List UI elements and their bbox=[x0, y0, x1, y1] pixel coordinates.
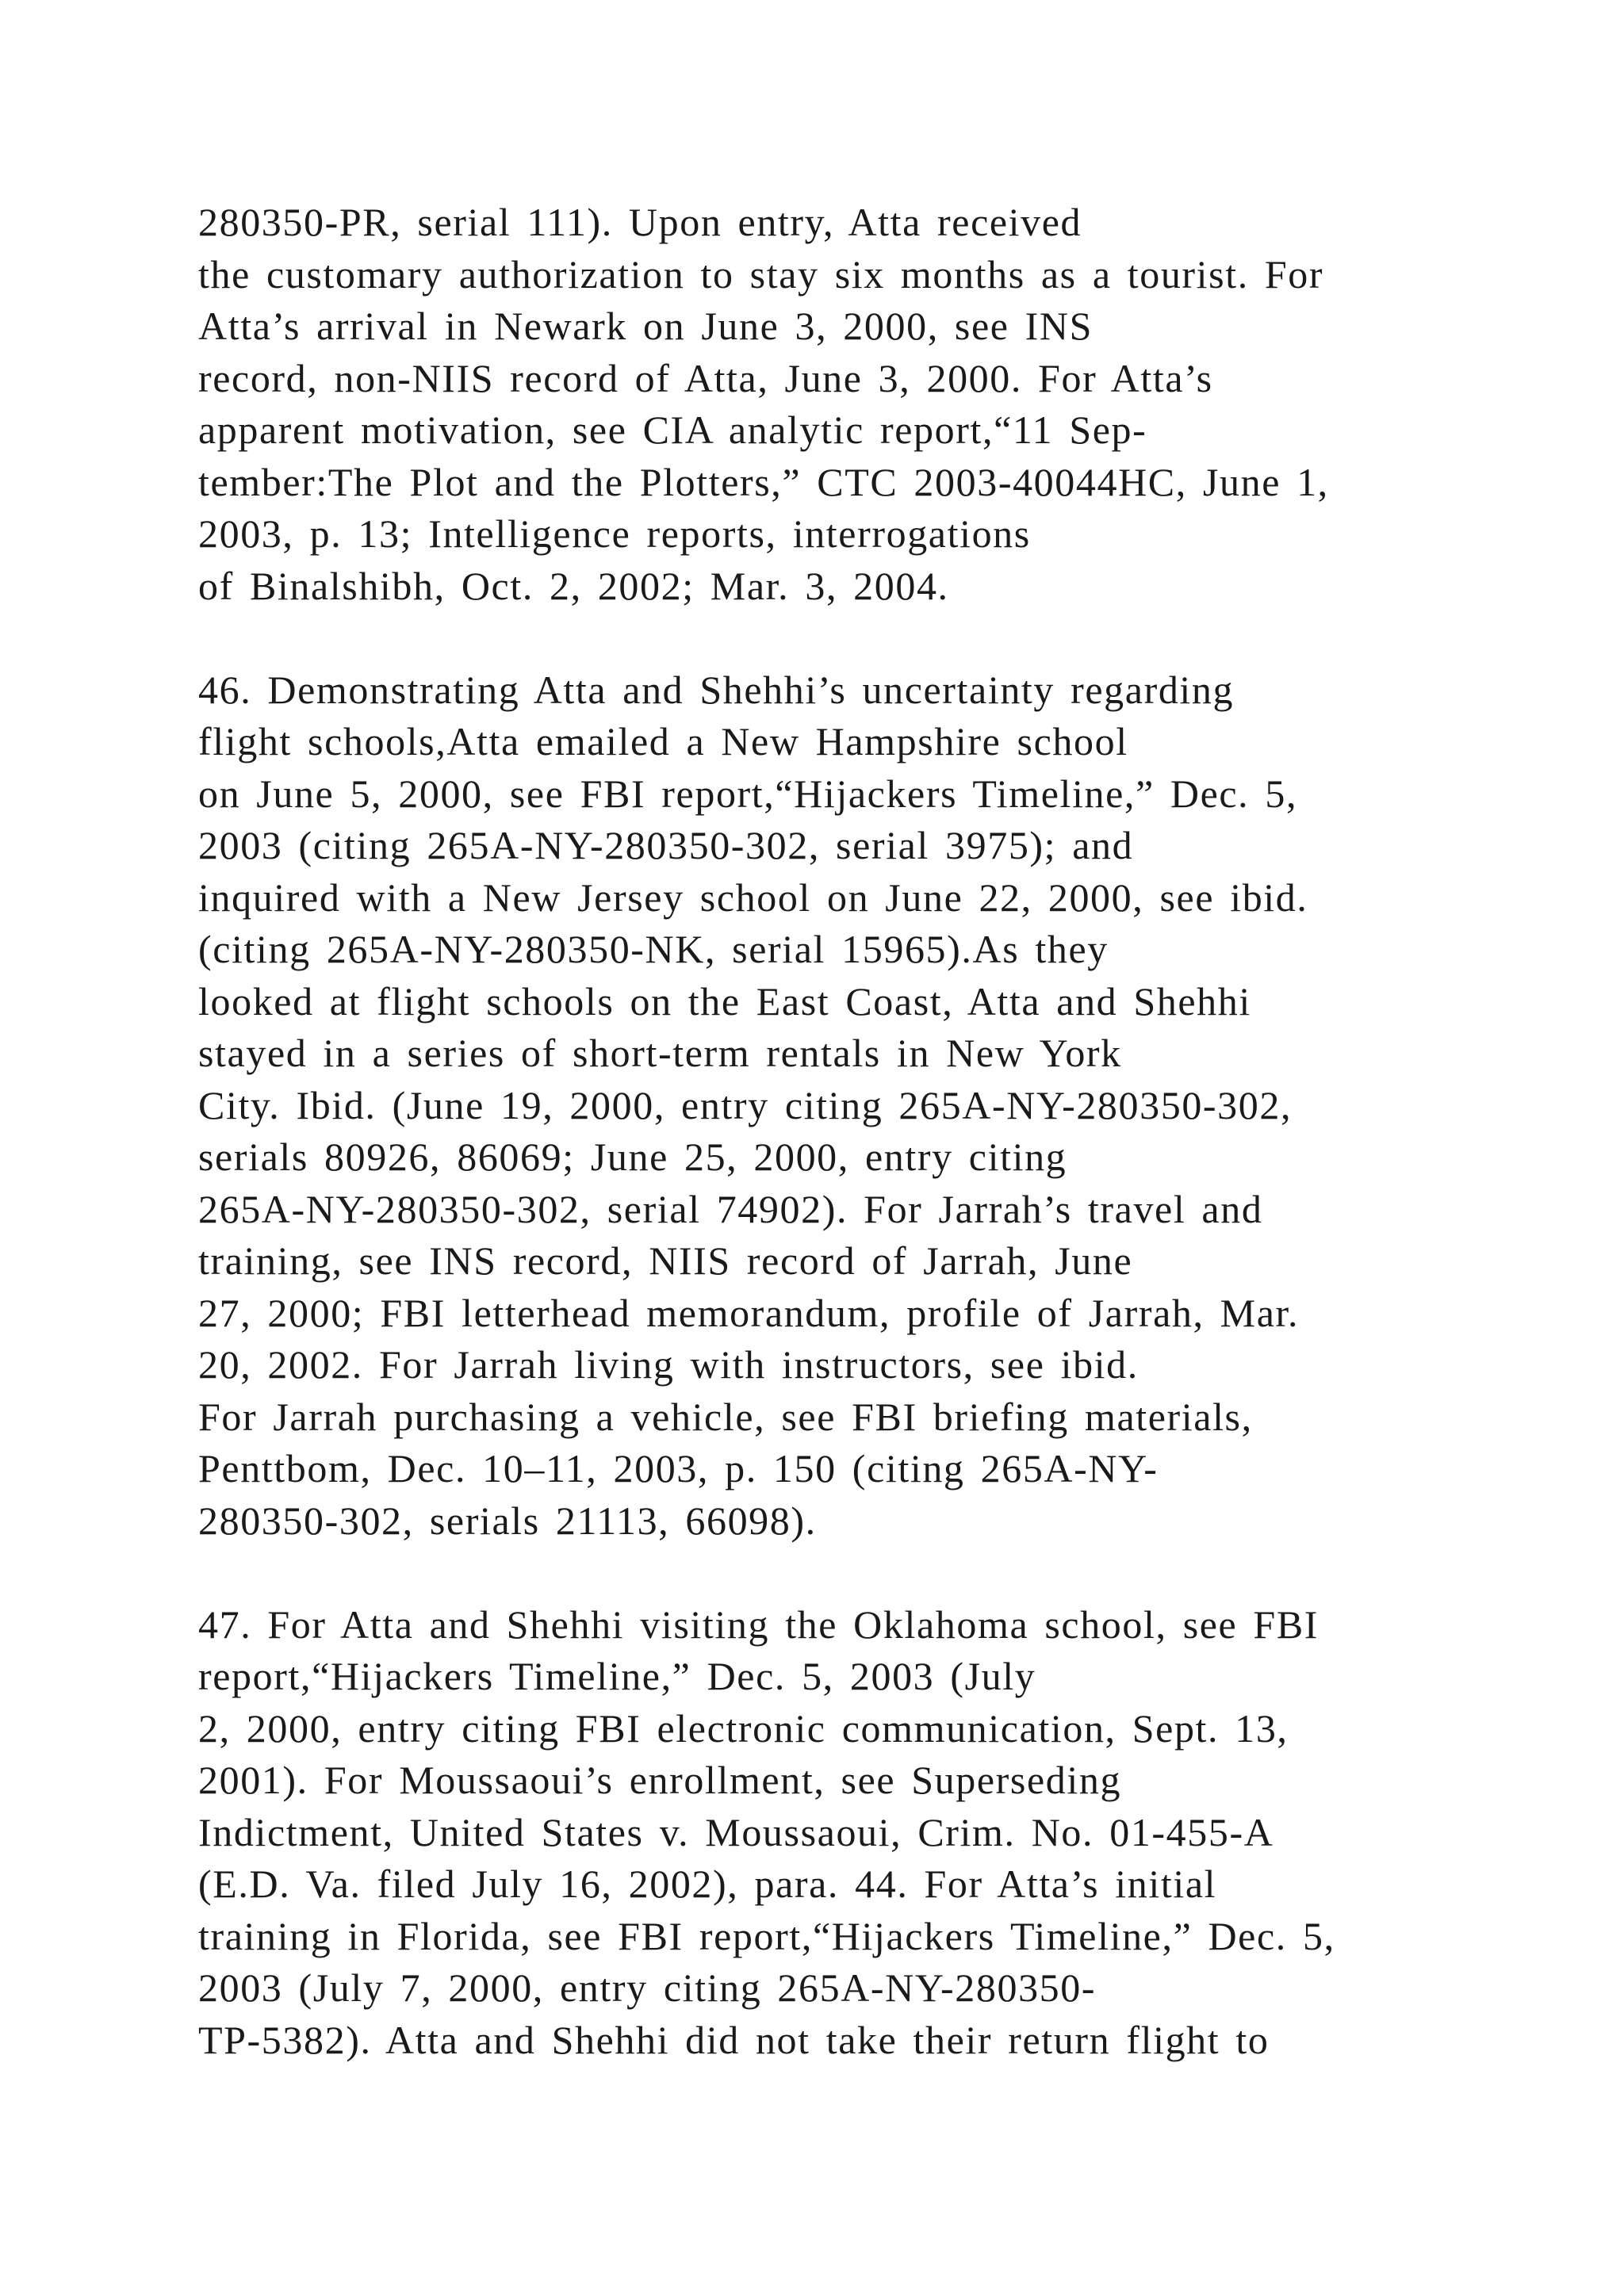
text-line: on June 5, 2000, see FBI report,“Hijackers Timeline,” Dec. 5, bbox=[198, 771, 1298, 816]
text-line: 20, 2002. For Jarrah living with instructors, see ibid. bbox=[198, 1342, 1139, 1387]
text-line: 2003 (citing 265A-NY-280350-302, serial 3975); and bbox=[198, 823, 1134, 867]
text-line: training, see INS record, NIIS record of Jarrah, June bbox=[198, 1238, 1133, 1283]
text-line: For Jarrah purchasing a vehicle, see FBI briefing materials, bbox=[198, 1394, 1253, 1439]
text-line: 2001). For Moussaoui’s enrollment, see Superseding bbox=[198, 1758, 1122, 1802]
footnote-47 bbox=[198, 1599, 1515, 2067]
text-line: TP-5382). Atta and Shehhi did not take their return flight to bbox=[198, 2017, 1270, 2062]
text-line: training in Florida, see FBI report,“Hijackers Timeline,” Dec. 5, bbox=[198, 1913, 1335, 1958]
text-line: 2, 2000, entry citing FBI electronic communication, Sept. 13, bbox=[198, 1705, 1289, 1751]
text-line: 27, 2000; FBI letterhead memorandum, profile of Jarrah, Mar. bbox=[198, 1290, 1300, 1335]
footnote-46 bbox=[198, 664, 1515, 1548]
text-line: 265A-NY-280350-302, serial 74902). For Jarrah’s travel and bbox=[198, 1186, 1263, 1231]
text-line: report,“Hijackers Timeline,” Dec. 5, 2003 (July bbox=[198, 1654, 1036, 1698]
text-line: City. Ibid. (June 19, 2000, entry citing 265A-NY-280350-302, bbox=[198, 1082, 1293, 1127]
text-line: serials 80926, 86069; June 25, 2000, entry citing bbox=[198, 1135, 1067, 1179]
text-line: tember:The Plot and the Plotters,” CTC 2003-40044HC, June 1, bbox=[198, 459, 1329, 504]
text-line: 280350-PR, serial 111). Upon entry, Atta received bbox=[198, 200, 1082, 244]
text-line: Indictment, United States v. Moussaoui, Crim. No. 01-455-A bbox=[198, 1809, 1274, 1854]
text-line: of Binalshibh, Oct. 2, 2002; Mar. 3, 2004. bbox=[198, 563, 949, 608]
text-line: record, non-NIIS record of Atta, June 3, 2000. For Atta’s bbox=[198, 355, 1213, 400]
text-line: Penttbom, Dec. 10–11, 2003, p. 150 (citing 265A-NY- bbox=[198, 1446, 1159, 1490]
text-line: Atta’s arrival in Newark on June 3, 2000, see INS bbox=[198, 304, 1094, 348]
text-line: (E.D. Va. filed July 16, 2002), para. 44. For Atta’s initial bbox=[198, 1862, 1217, 1906]
text-line: apparent motivation, see CIA analytic report,“11 Sep- bbox=[198, 408, 1147, 452]
text-line: 46. Demonstrating Atta and Shehhi’s uncertainty regarding bbox=[198, 667, 1235, 712]
text-line: the customary authorization to stay six months as a tourist. For bbox=[198, 251, 1324, 297]
text-line: (citing 265A-NY-280350-NK, serial 15965).As they bbox=[198, 927, 1109, 971]
text-line: stayed in a series of short-term rentals in New York bbox=[198, 1031, 1122, 1075]
footnote-paragraph-continued bbox=[198, 197, 1515, 612]
text-line: inquired with a New Jersey school on June 22, 2000, see ibid. bbox=[198, 874, 1308, 920]
document-page bbox=[198, 197, 1515, 2118]
text-line: 47. For Atta and Shehhi visiting the Oklahoma school, see FBI bbox=[198, 1601, 1320, 1647]
text-line: looked at flight schools on the East Coast, Atta and Shehhi bbox=[198, 978, 1251, 1024]
text-line: 280350-302, serials 21113, 66098). bbox=[198, 1498, 817, 1543]
text-line: 2003 (July 7, 2000, entry citing 265A-NY-280350- bbox=[198, 1965, 1097, 2010]
text-line: 2003, p. 13; Intelligence reports, interrogations bbox=[198, 511, 1031, 556]
text-line: flight schools,Atta emailed a New Hampshire school bbox=[198, 719, 1128, 763]
